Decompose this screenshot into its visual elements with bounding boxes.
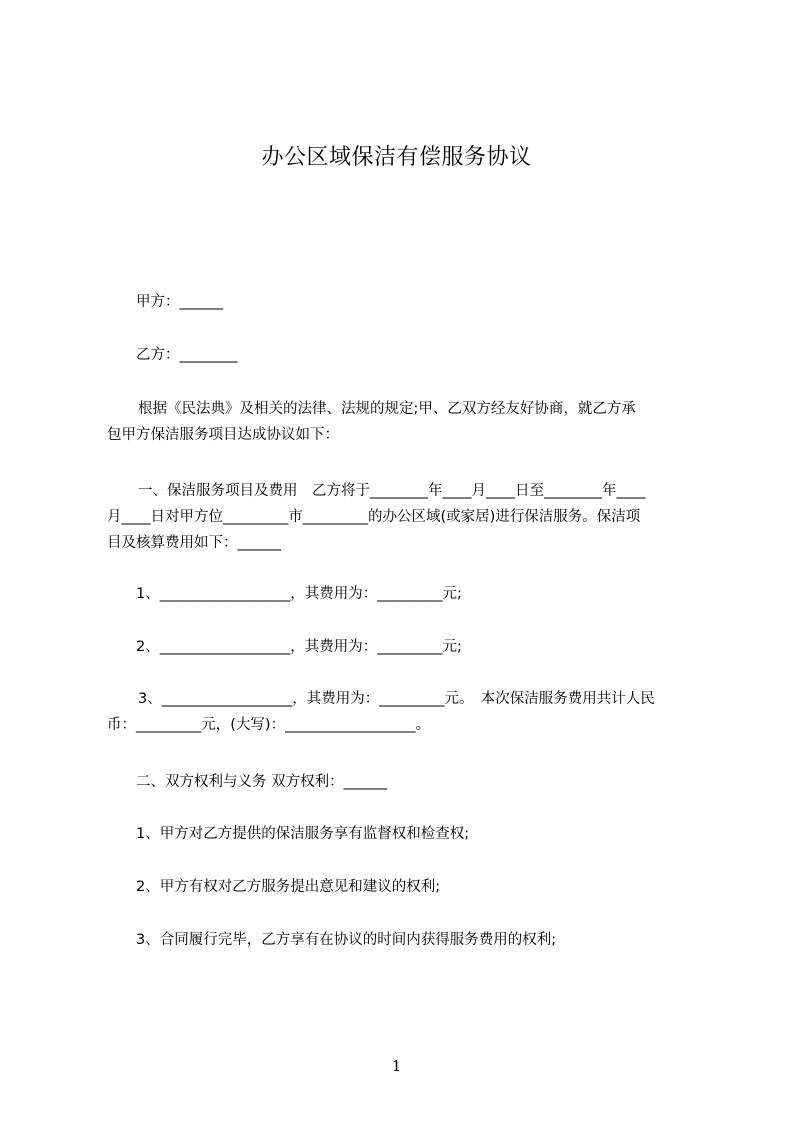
fee-item-2: 2、__________________，其费用为：_________元; xyxy=(136,639,462,655)
intro-line-1: 根据《民法典》及相关的法律、法规的规定;甲、乙双方经友好协商，就乙方承 xyxy=(138,401,636,417)
intro-paragraph xyxy=(107,396,707,448)
fee-item-3-paragraph xyxy=(107,686,707,738)
section-1-line-2: 月____日对甲方位_________市_________的办公区域(或家居)进行保洁服务。保洁项 xyxy=(107,509,641,525)
party-b-line: 乙方：________ xyxy=(136,347,238,363)
intro-line-2: 包甲方保洁服务项目达成协议如下： xyxy=(107,427,339,443)
right-item-1: 1、甲方对乙方提供的保洁服务享有监督权和检查权; xyxy=(136,826,470,842)
section-1-line-1: 一、保洁服务项目及费用 乙方将于________年____月____日至________年____ xyxy=(138,483,646,499)
document-title: 办公区域保洁有偿服务协议 xyxy=(261,145,532,170)
section-2-heading: 二、双方权利与义务 双方权利：______ xyxy=(136,774,388,790)
right-item-2: 2、甲方有权对乙方服务提出意见和建议的权利; xyxy=(136,879,441,895)
fee-item-3-line-1: 3、__________________，其费用为：_________元。 本次保洁服务费用共计人民 xyxy=(138,691,655,707)
party-a-line: 甲方：______ xyxy=(136,294,223,310)
page-number: 1 xyxy=(391,1057,402,1075)
section-1-line-3: 目及核算费用如下：______ xyxy=(107,535,281,551)
section-1-paragraph xyxy=(107,478,707,556)
right-item-3: 3、合同履行完毕，乙方享有在协议的时间内获得服务费用的权利; xyxy=(136,932,557,948)
fee-item-3-line-2: 币：_________元，(大写)：__________________。 xyxy=(107,717,431,733)
fee-item-1: 1、__________________，其费用为：_________元; xyxy=(136,586,462,602)
